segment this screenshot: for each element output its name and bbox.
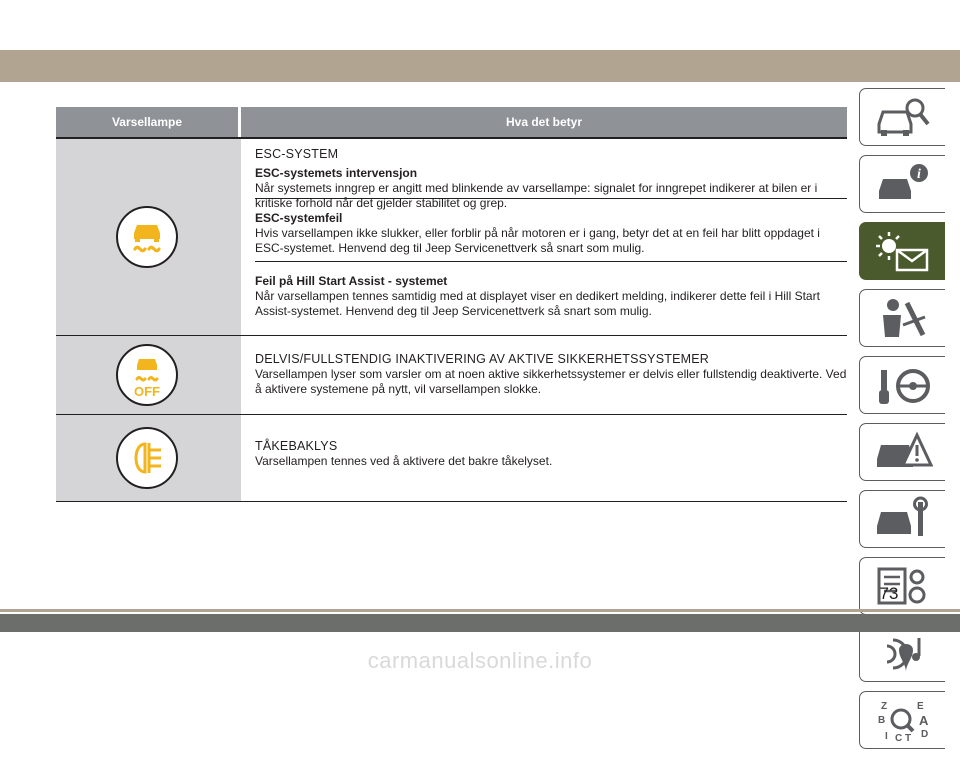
description-cell — [241, 415, 847, 501]
lamp-cell — [56, 415, 238, 501]
svg-text:D: D — [920, 729, 928, 740]
warning-lights-icon — [873, 228, 933, 274]
header-meaning: Hva det betyr — [241, 107, 847, 137]
index-icon — [873, 697, 933, 743]
tab-emergency[interactable] — [859, 423, 945, 481]
car-info-icon — [873, 161, 933, 207]
starting-driving-icon — [873, 362, 933, 408]
lamp-cell — [56, 139, 238, 335]
entry-text: Når systemets inngrep er angitt med blinkende av varsellampe: signalet for inngrepet indikerer at bilen er i kritiske forhold når det gjelder stabilitet og grep. — [255, 181, 818, 210]
esc-off-label: OFF — [134, 384, 160, 399]
entry — [255, 336, 847, 403]
svg-text:Z: Z — [880, 701, 887, 712]
entry — [255, 262, 847, 326]
tab-index[interactable] — [859, 691, 945, 749]
rear-fog-light-icon — [115, 426, 179, 490]
svg-text:C: C — [894, 733, 902, 743]
top-band — [0, 50, 960, 82]
tab-car-search[interactable] — [859, 88, 945, 146]
safety-icon — [873, 295, 933, 341]
svg-text:E: E — [916, 701, 924, 712]
page-number: 73 — [879, 584, 899, 603]
esc-off-icon — [115, 343, 179, 407]
tab-starting-driving[interactable] — [859, 356, 945, 414]
svg-text:B: B — [877, 715, 885, 726]
description-cell — [241, 139, 847, 335]
entry-title: Feil på Hill Start Assist - systemet — [255, 274, 448, 288]
entry-text: Varsellampen lyser som varsler om at noen aktive sikkerhetssystemer er delvis eller fullstendig deaktiverte. Ved å aktivere systemene på nytt, vil varsellampen slokke. — [255, 367, 847, 396]
svg-text:A: A — [918, 713, 928, 728]
svg-text:i: i — [916, 167, 921, 182]
header-lamp: Varsellampe — [56, 107, 238, 137]
tab-warning-lights[interactable] — [859, 222, 945, 280]
entry-caption: TÅKEBAKLYS — [255, 439, 338, 453]
maintenance-icon — [873, 496, 933, 542]
table-row — [56, 336, 847, 415]
bottom-band-thin — [0, 609, 960, 612]
esc-warning-icon — [115, 205, 179, 269]
table-header — [56, 107, 847, 139]
description-cell — [241, 336, 847, 414]
entry-caption: ESC-SYSTEM — [255, 147, 339, 161]
svg-text:I: I — [884, 731, 888, 742]
entry-text: Når varsellampen tennes samtidig med at displayet viser en dedikert melding, indikerer dette feil i Hill Start Assist-systemet. Henvend deg til Jeep Servicenettverk så snart som mulig. — [255, 289, 820, 318]
emergency-icon — [873, 429, 933, 475]
entry — [255, 139, 847, 210]
entry-caption: DELVIS/FULLSTENDIG INAKTIVERING AV AKTIVE SIKKERHETSSYSTEMER — [255, 352, 710, 366]
entry — [255, 415, 847, 475]
car-search-icon — [873, 94, 933, 140]
entry-title: ESC-systemfeil — [255, 211, 343, 225]
tab-safety[interactable] — [859, 289, 945, 347]
entry-title: ESC-systemets intervensjon — [255, 166, 418, 180]
entry-text: Varsellampen tennes ved å aktivere det bakre tåkelyset. — [255, 454, 553, 468]
lamp-cell — [56, 336, 238, 414]
svg-text:T: T — [904, 733, 911, 743]
tab-car-info[interactable] — [859, 155, 945, 213]
table-row — [56, 415, 847, 502]
table-row — [56, 139, 847, 336]
watermark: carmanualsonline.info — [367, 648, 593, 673]
bottom-band — [0, 614, 960, 632]
entry-text: Hvis varsellampen ikke slukker, eller forblir på når motoren er i gang, betyr det at en feil har blitt oppdaget i ESC-systemet. Henvend deg til Jeep Servicenettverk så snart som mulig. — [255, 226, 820, 255]
tab-maintenance[interactable] — [859, 490, 945, 548]
warning-lights-table — [56, 107, 847, 502]
